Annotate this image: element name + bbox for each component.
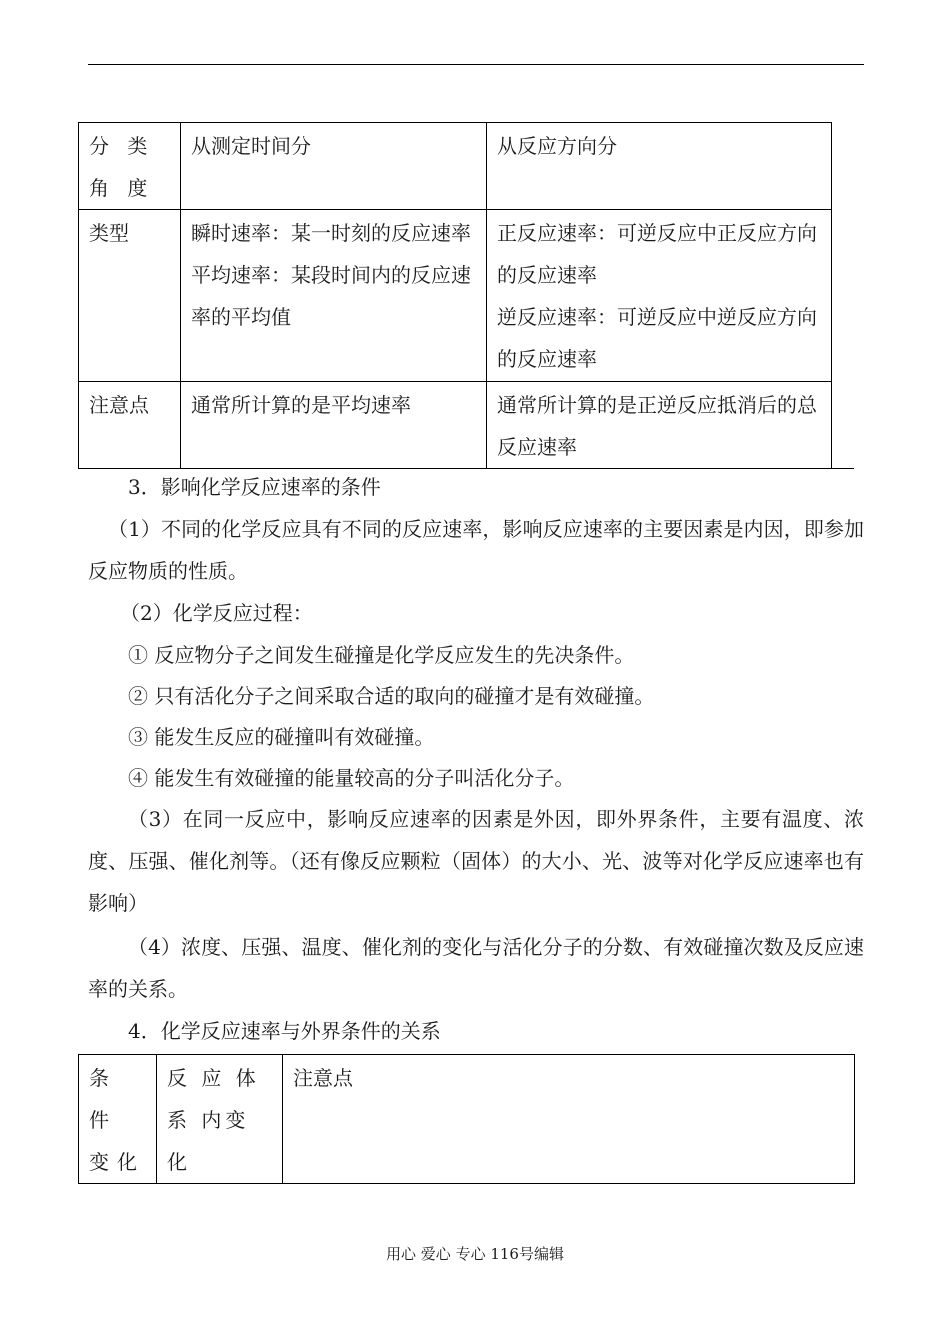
- table-cell-note-direction: 通常所计算的是正逆反应抵消后的总反应速率: [487, 382, 832, 469]
- table-cell-note-time: 通常所计算的是平均速率: [181, 382, 487, 469]
- table-row: [79, 1055, 855, 1184]
- table-cell-condition-change: 条 件 变化: [79, 1055, 157, 1184]
- table-cell-direction-types: [487, 210, 832, 382]
- conditions-table: [78, 1054, 855, 1184]
- paragraph-3: （3）在同一反应中，影响反应速率的因素是外因，即外界条件，主要有温度、浓度、压强、催化剂等。（还有像反应颗粒（固体）的大小、光、波等对化学反应速率也有影响）: [88, 807, 864, 915]
- table-cell-system-change: 反 应 体 系 内变化: [157, 1055, 283, 1184]
- paragraph-4: （4）浓度、压强、温度、催化剂的变化与活化分子的分数、有效碰撞次数及反应速率的关系。: [88, 935, 864, 1001]
- section3-heading: 3．影响化学反应速率的条件: [128, 475, 381, 499]
- list-item-1: ① 反应物分子之间发生碰撞是化学反应发生的先决条件。: [128, 643, 635, 667]
- list-item-4: ④ 能发生有效碰撞的能量较高的分子叫活化分子。: [128, 766, 575, 790]
- instantaneous-rate-text: 瞬时速率：某一时刻的反应速率: [191, 221, 471, 245]
- average-rate-text: 平均速率：某段时间内的反应速率的平均值: [191, 263, 471, 329]
- reverse-rate-text: 逆反应速率：可逆反应中逆反应方向的反应速率: [497, 305, 817, 371]
- paragraph-1: （1）不同的化学反应具有不同的反应速率，影响反应速率的主要因素是内因，即参加反应物质的性质。: [88, 517, 864, 583]
- table-row: [79, 210, 832, 382]
- list-item-2: ② 只有活化分子之间采取合适的取向的碰撞才是有效碰撞。: [128, 684, 655, 708]
- forward-rate-text: 正反应速率：可逆反应中正反应方向的反应速率: [497, 221, 817, 287]
- rate-classification-table: [78, 122, 832, 469]
- table-cell-time-types: [181, 210, 487, 382]
- paragraph-2: （2）化学反应过程：: [120, 601, 313, 625]
- section4-heading: 4．化学反应速率与外界条件的关系: [128, 1019, 441, 1043]
- table-cell-note-label: 注意点: [79, 382, 181, 469]
- list-item-3: ③ 能发生反应的碰撞叫有效碰撞。: [128, 725, 435, 749]
- table-row: [79, 123, 832, 210]
- page-footer: 用心 爱心 专心 116号编辑: [386, 1245, 564, 1263]
- table-cell-classification-angle: 分 类 角 度: [79, 123, 181, 210]
- table-cell-notes: 注意点: [283, 1055, 855, 1184]
- header-rule: [88, 64, 864, 65]
- table-cell-by-time: 从测定时间分: [181, 123, 487, 210]
- table-cell-by-direction: 从反应方向分: [487, 123, 832, 210]
- table-row: [79, 382, 832, 469]
- table-cell-type-label: 类型: [79, 210, 181, 382]
